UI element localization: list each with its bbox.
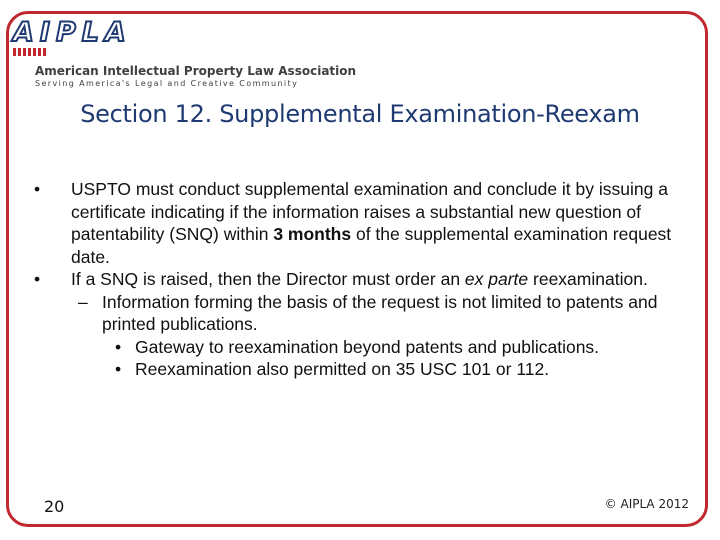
bullet-marker: – (78, 291, 88, 312)
bullet-text (102, 291, 694, 336)
bullet-text (135, 358, 694, 381)
text-run: USPTO must conduct supplemental examination and conclude it by issuing a certificate indicating if the information raises a substantial new question of patentability (SNQ) within (71, 179, 668, 244)
org-name: American Intellectual Property Law Association (35, 64, 357, 78)
bullet-item-level3 (34, 358, 694, 381)
bullet-text (71, 178, 694, 268)
bullet-text (135, 336, 694, 359)
text-run: Information forming the basis of the request is not limited to patents and printed publications. (102, 291, 658, 334)
text-run: Reexamination also permitted on 35 USC 101 or 112. (135, 359, 550, 379)
bullet-marker: • (34, 269, 41, 289)
slide-content (34, 178, 694, 381)
bullet-marker: • (115, 336, 122, 357)
slide-title: Section 12. Supplemental Examination-Reexam (80, 100, 640, 128)
bullet-item-level1 (34, 268, 694, 291)
copyright-notice: © AIPLA 2012 (604, 497, 689, 511)
text-run: of the supplemental examination request date. (71, 224, 672, 267)
text-run: If a SNQ is raised, then the Director must order an (71, 269, 465, 289)
aipla-logo (13, 17, 358, 88)
text-run: reexamination. (528, 269, 648, 289)
emphasis-bold: 3 months (273, 224, 352, 244)
org-tagline: Serving America's Legal and Creative Community (35, 79, 299, 88)
bullet-marker: • (115, 359, 122, 379)
bullet-text (71, 268, 694, 291)
bullet-item-level2 (34, 291, 694, 336)
bullet-marker: • (34, 179, 41, 199)
logo-stripes (13, 48, 46, 56)
bullet-item-level3 (34, 336, 694, 359)
page-number: 20 (44, 497, 65, 516)
text-run: Gateway to reexamination beyond patents and publications. (135, 336, 600, 357)
logo-wordmark: AIPLA (13, 17, 132, 48)
emphasis-italic: ex parte (464, 269, 529, 289)
bullet-item-level1 (34, 178, 694, 268)
